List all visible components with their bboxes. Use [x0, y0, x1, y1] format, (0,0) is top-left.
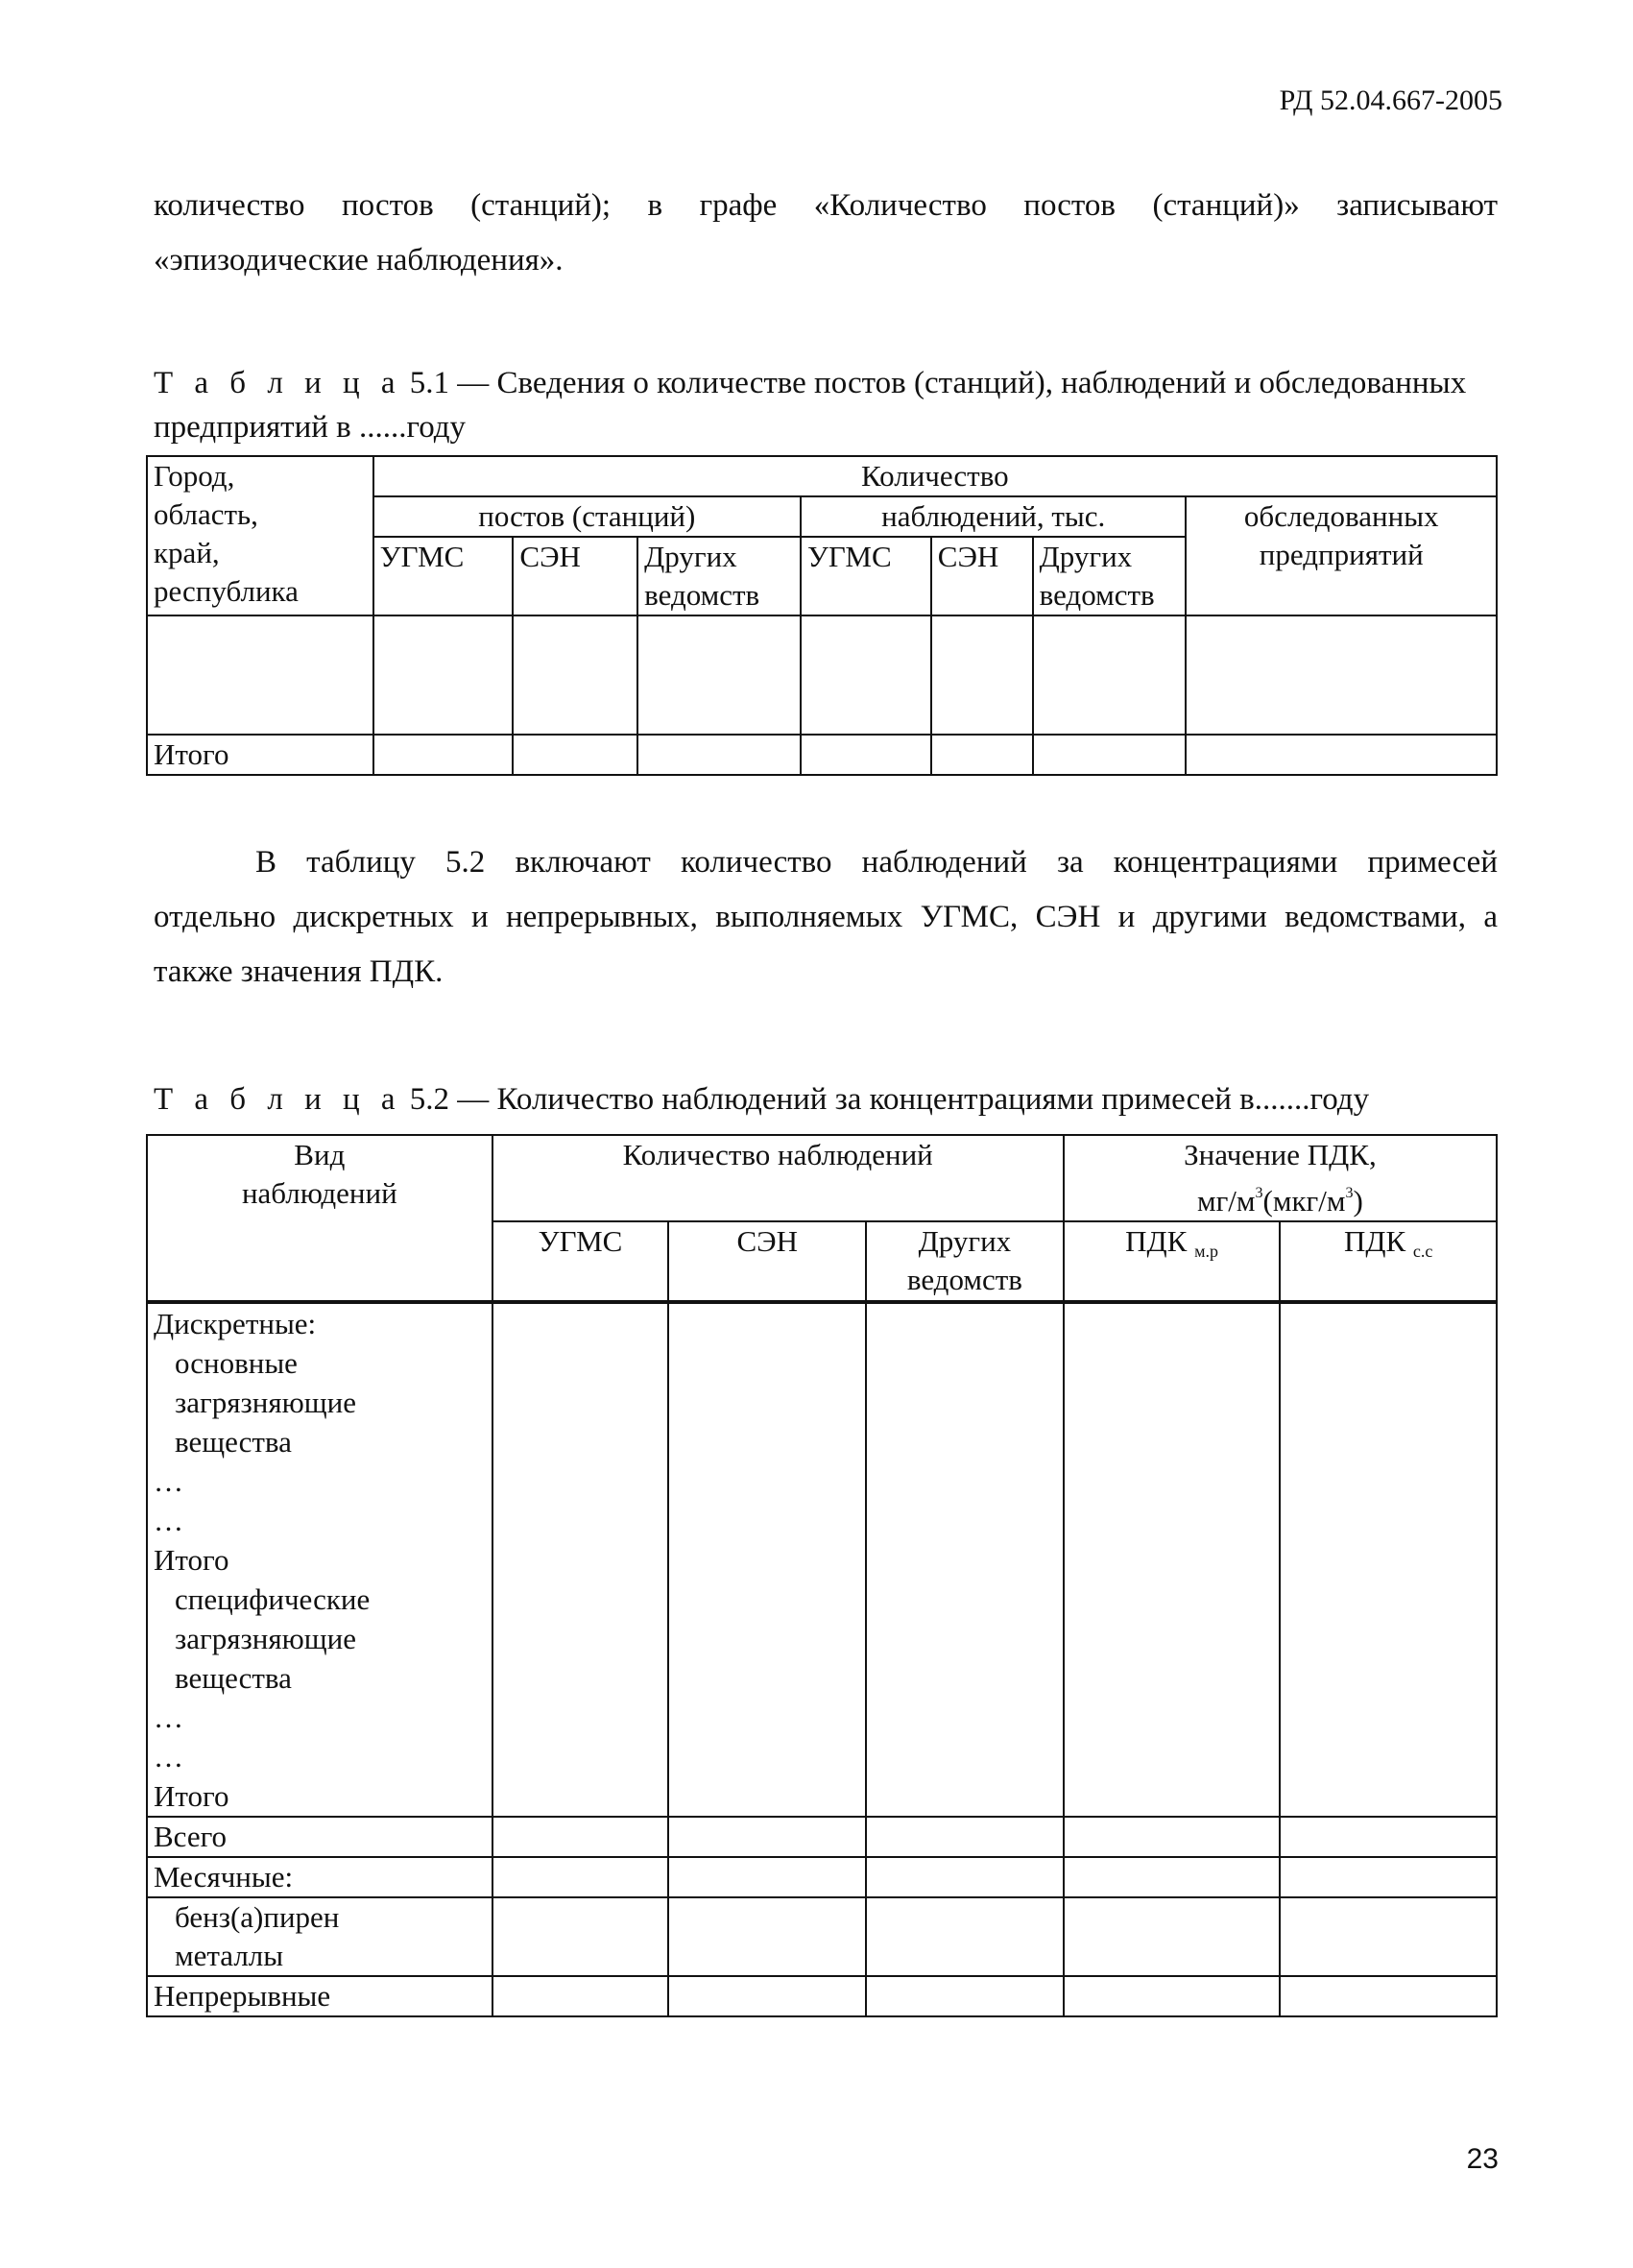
table-5-2 — [146, 1134, 1498, 2017]
paragraph-1 — [154, 179, 1498, 288]
header-sen: СЭН — [513, 537, 637, 615]
paragraph-2 — [154, 835, 1498, 1000]
header-other: Других ведомств — [637, 537, 801, 615]
table-1-caption-prefix: Т а б л и ц а — [154, 366, 402, 400]
table-1-header-row-1 — [147, 456, 1497, 496]
table-5-1 — [146, 455, 1498, 776]
header-other: Других ведомств — [1033, 537, 1187, 615]
table-2-header-row-1 — [147, 1135, 1497, 1221]
header-observation-type: Вид наблюдений — [147, 1135, 492, 1302]
table-2-caption — [154, 1077, 1369, 1122]
table-2-caption-text: — Количество наблюдений за концентрациями примесей в.......году — [449, 1082, 1370, 1117]
page-number: 23 — [1466, 2143, 1499, 2175]
header-ugms: УГМС — [373, 537, 514, 615]
table-row-continuous: Непрерывные — [147, 1976, 1497, 2016]
header-pdk-ss: ПДК $_{с.с}$ — [1280, 1221, 1497, 1302]
table-row-discrete — [147, 1302, 1497, 1817]
table-1-caption-line-2: предприятий в ......году — [154, 410, 467, 445]
paragraph-1-line-1: количество постов (станций); в графе «Количество постов (станций)» записывают — [154, 188, 1498, 223]
table-row — [147, 615, 1497, 735]
paragraph-1-line-2: «эпизодические наблюдения». — [154, 243, 564, 277]
header-pdk: Значение ПДК, $мг/м^3(мкг/м^3)$ — [1064, 1135, 1497, 1221]
header-posts: постов (станций) — [373, 496, 801, 537]
header-sen: СЭН — [668, 1221, 866, 1302]
table-1-caption — [154, 361, 1466, 449]
document-code: РД 52.04.667-2005 — [1279, 84, 1502, 116]
table-row-total — [147, 735, 1497, 775]
header-enterprises: обследованных предприятий — [1186, 496, 1497, 615]
header-observations: наблюдений, тыс. — [801, 496, 1187, 537]
table-1-caption-text: — Сведения о количестве постов (станций), наблюдений и обследованных — [449, 366, 1467, 400]
table-1-caption-num: 5.1 — [409, 366, 450, 400]
header-pdk-mr: ПДК $_{м.р}$ — [1064, 1221, 1281, 1302]
table-row-all-total: Всего — [147, 1817, 1497, 1857]
table-2-caption-prefix: Т а б л и ц а — [154, 1082, 402, 1117]
header-sen: СЭН — [931, 537, 1033, 615]
header-ugms: УГМС — [801, 537, 931, 615]
paragraph-2-line-2: отдельно дискретных и непрерывных, выполняемых УГМС, СЭН и другими ведомствами, а — [154, 900, 1498, 934]
table-row-monthly: Месячные: — [147, 1857, 1497, 1897]
paragraph-2-line-3: также значения ПДК. — [154, 954, 444, 989]
header-count: Количество наблюдений — [492, 1135, 1064, 1221]
table-row-monthly-items: бенз(а)пирен металлы — [147, 1897, 1497, 1976]
header-other: Других ведомств — [866, 1221, 1064, 1302]
paragraph-2-line-1: В таблицу 5.2 включают количество наблюдений за концентрациями примесей — [255, 845, 1498, 880]
table-2-caption-num: 5.2 — [409, 1082, 450, 1117]
total-label: Итого — [147, 735, 373, 775]
header-region: Город, область, край, республика — [147, 456, 373, 615]
header-ugms: УГМС — [492, 1221, 669, 1302]
header-quantity: Количество — [373, 456, 1497, 496]
discrete-cell: Дискретные: основные загрязняющие вещества … … Итого специфические загрязняющие вещества … … Итого — [147, 1302, 492, 1817]
